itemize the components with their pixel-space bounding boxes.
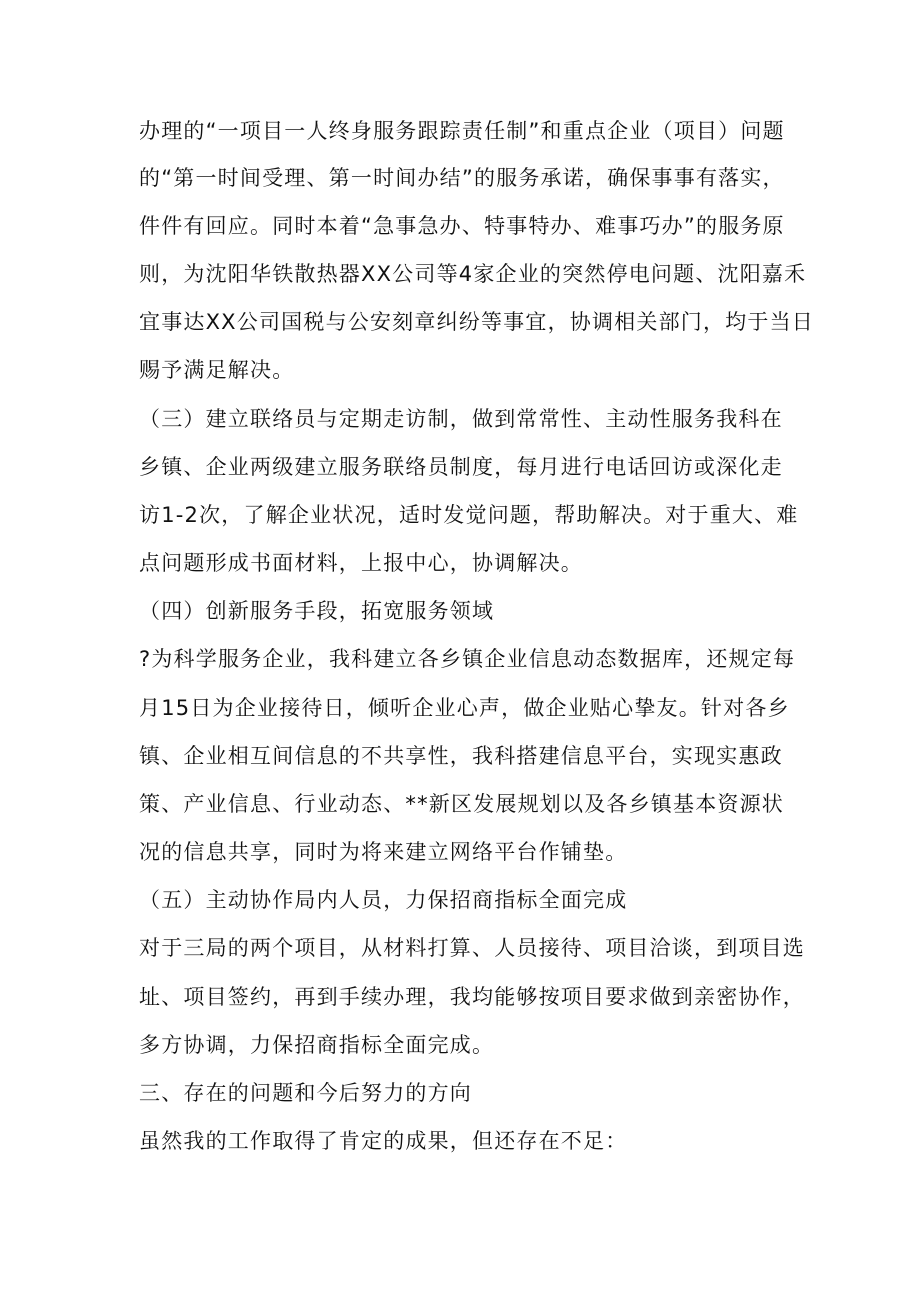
text-line: 件件有回应。同时本着“急事急办、特事特办、难事巧办”的服务原 [139, 214, 785, 238]
text-line: 访1-2次，了解企业状况，适时发觉问题，帮助解决。对于重大、难 [139, 503, 799, 527]
text-line: 赐予满足解决。 [139, 358, 295, 382]
text-line: 策、产业信息、行业动态、**新区发展规划以及各乡镇基本资源状 [139, 792, 784, 816]
text-line: 月15日为企业接待日，倾听企业心声，做企业贴心挚友。针对各乡 [139, 696, 790, 720]
section-heading: （四）创新服务手段，拓宽服务领域 [139, 599, 495, 623]
text-line: 多方协调，力保招商指标全面完成。 [139, 1033, 495, 1057]
text-line: 则，为沈阳华铁散热器XX公司等4家企业的突然停电问题、沈阳嘉禾 [139, 262, 807, 286]
text-line: 乡镇、企业两级建立服务联络员制度，每月进行电话回访或深化走 [139, 455, 783, 479]
text-line: 对于三局的两个项目，从材料打算、人员接待、项目洽谈，到项目选 [139, 936, 805, 960]
text-line: 况的信息共享，同时为将来建立网络平台作铺垫。 [139, 840, 628, 864]
section-heading: （三）建立联络员与定期走访制，做到常常性、主动性服务我科在 [139, 407, 783, 431]
text-line: 办理的“一项目一人终身服务跟踪责任制”和重点企业（项目）问题 [139, 119, 785, 143]
text-line: 点问题形成书面材料，上报中心，协调解决。 [139, 551, 583, 575]
text-line: 址、项目签约，再到手续办理，我均能够按项目要求做到亲密协作， [139, 985, 805, 1009]
section-heading: 三、存在的问题和今后努力的方向 [139, 1081, 472, 1105]
text-line: 宜事达XX公司国税与公安刻章纠纷等事宜，协调相关部门，均于当日 [139, 310, 814, 334]
text-line: 镇、企业相互间信息的不共享性，我科搭建信息平台，实现实惠政 [139, 744, 783, 768]
text-line: 虽然我的工作取得了肯定的成果，但还存在不足： [139, 1129, 628, 1153]
text-line: 的“第一时间受理、第一时间办结”的服务承诺，确保事事有落实， [139, 166, 785, 190]
section-heading: （五）主动协作局内人员，力保招商指标全面完成 [139, 888, 628, 912]
text-line: ?为科学服务企业，我科建立各乡镇企业信息动态数据库，还规定每 [139, 647, 796, 671]
